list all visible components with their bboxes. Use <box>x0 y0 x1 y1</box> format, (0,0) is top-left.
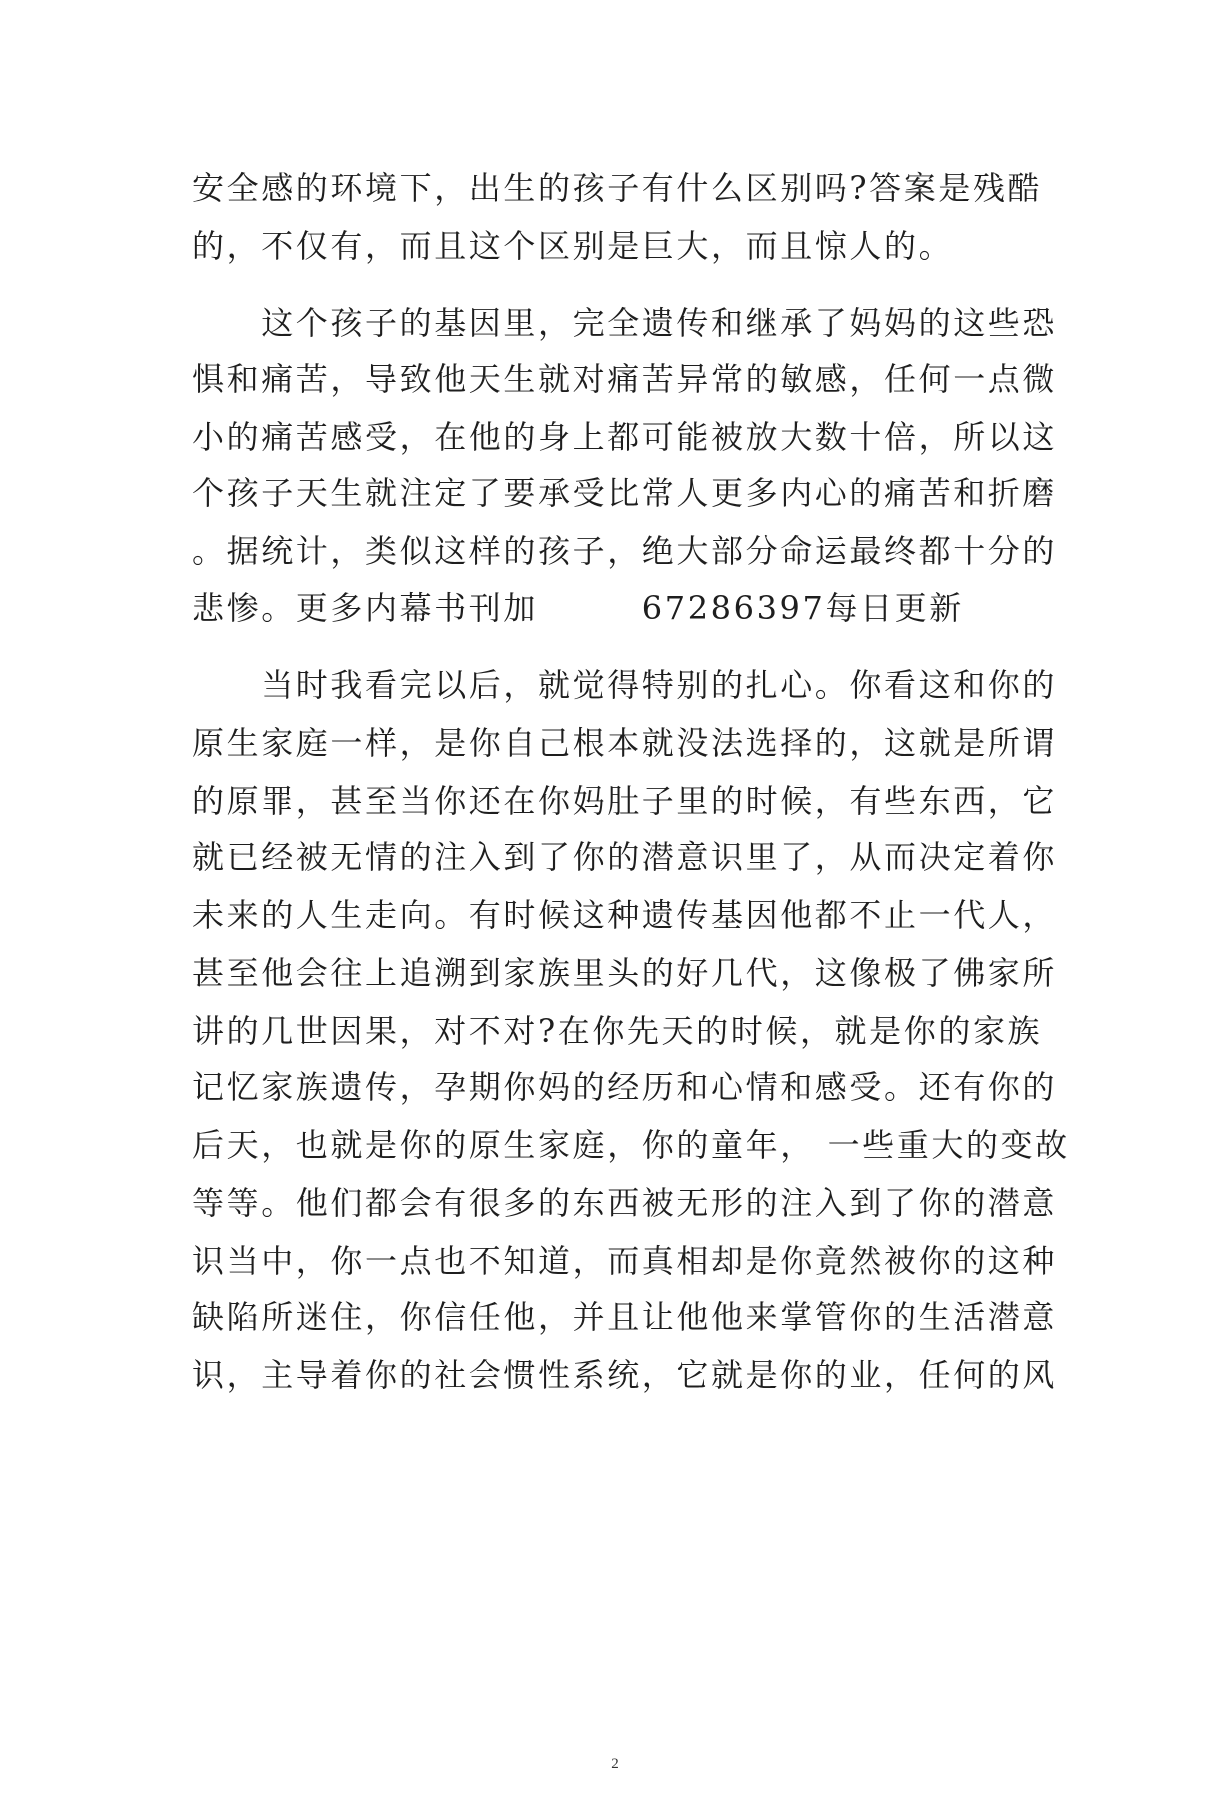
page-number: 2 <box>611 1756 619 1772</box>
text-line: 甚至他会往上追溯到家族里头的好几代，这像极了佛家所 <box>192 954 1058 992</box>
text-line: 悲惨。更多内幕书刊加 67286397每日更新 <box>192 589 964 627</box>
text-line: 识当中，你一点也不知道，而真相却是你竟然被你的这种 <box>192 1242 1058 1280</box>
text-line: 这个孩子的基因里，完全遗传和继承了妈妈的这些恐 <box>192 304 1058 342</box>
text-line: 讲的几世因果，对不对?在你先天的时候，就是你的家族 <box>192 1012 1043 1050</box>
text-line: 后天，也就是你的原生家庭，你的童年， 一些重大的变故 <box>192 1126 1070 1164</box>
text-line: 就已经被无情的注入到了你的潜意识里了，从而决定着你 <box>192 838 1058 876</box>
text-line: 当时我看完以后，就觉得特别的扎心。你看这和你的 <box>192 666 1058 704</box>
text-line: 识，主导着你的社会惯性系统，它就是你的业，任何的风 <box>192 1356 1058 1394</box>
text-line: 的，不仅有，而且这个区别是巨大，而且惊人的。 <box>192 227 954 265</box>
text-line: 。据统计，类似这样的孩子，绝大部分命运最终都十分的 <box>192 532 1058 570</box>
text-line: 个孩子天生就注定了要承受比常人更多内心的痛苦和折磨 <box>192 474 1058 512</box>
text-line: 缺陷所迷住，你信任他，并且让他他来掌管你的生活潜意 <box>192 1298 1058 1336</box>
text-line: 安全感的环境下，出生的孩子有什么区别吗?答案是残酷 <box>192 169 1043 207</box>
text-line: 记忆家族遗传，孕期你妈的经历和心情和感受。还有你的 <box>192 1068 1058 1106</box>
text-line: 未来的人生走向。有时候这种遗传基因他都不止一代人， <box>192 896 1058 934</box>
text-line: 的原罪，甚至当你还在你妈肚子里的时候，有些东西，它 <box>192 782 1058 820</box>
text-line: 惧和痛苦，导致他天生就对痛苦异常的敏感，任何一点微 <box>192 360 1058 398</box>
text-line: 等等。他们都会有很多的东西被无形的注入到了你的潜意 <box>192 1184 1058 1222</box>
text-line: 原生家庭一样，是你自己根本就没法选择的，这就是所谓 <box>192 724 1058 762</box>
text-line: 小的痛苦感受，在他的身上都可能被放大数十倍，所以这 <box>192 418 1058 456</box>
